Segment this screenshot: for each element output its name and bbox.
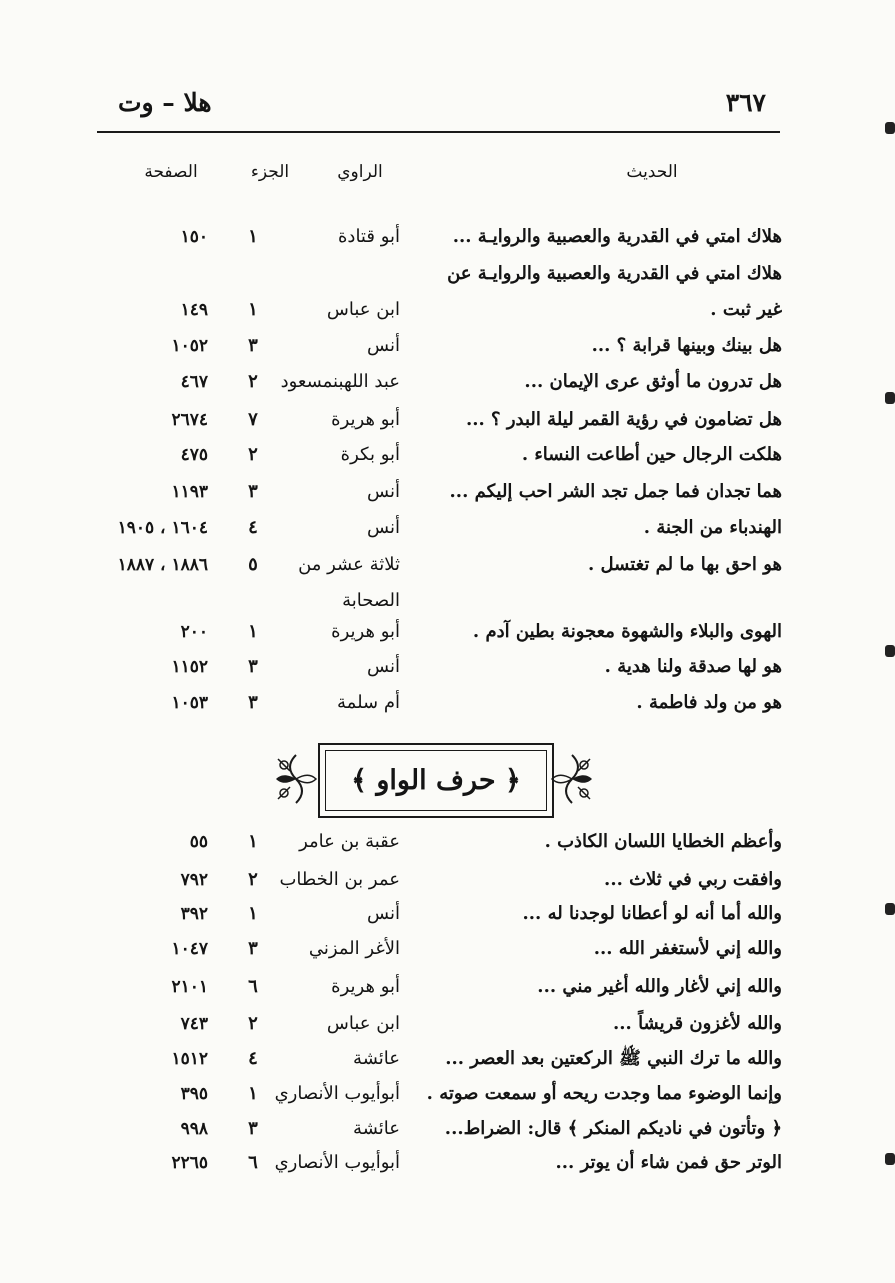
narrator-name: أبو هريرة — [331, 976, 400, 997]
narrator-name: الأغر المزني — [308, 938, 400, 959]
volume-number: ٣ — [248, 335, 258, 356]
hadith-text: غير ثبت . — [710, 299, 782, 320]
page-reference: ٧٩٢ — [180, 870, 208, 890]
header-rule — [97, 131, 780, 133]
page-reference: ١١٩٣ — [171, 482, 208, 502]
table-row — [0, 688, 895, 718]
column-header-page: الصفحة — [144, 162, 198, 182]
page-reference: ٣٩٢ — [180, 904, 208, 924]
page-reference: ١٦٠٤ ، ١٩٠٥ — [117, 518, 208, 538]
narrator-name: ثلاثة عشر من — [298, 554, 400, 575]
page-reference: ٢٢٦٥ — [171, 1153, 208, 1173]
hadith-text: الهندباء من الجنة . — [643, 517, 782, 538]
table-row — [0, 652, 895, 682]
page-reference: ١٨٨٦ ، ١٨٨٧ — [117, 555, 208, 575]
table-row — [0, 405, 895, 435]
table-row — [0, 550, 895, 580]
edge-mark — [885, 645, 895, 657]
volume-number: ١ — [248, 903, 258, 924]
narrator-name: أنس — [367, 335, 400, 356]
table-row — [0, 1114, 895, 1144]
narrator-name: أبوأيوب الأنصاري — [274, 1083, 400, 1104]
volume-number: ٦ — [248, 976, 258, 997]
volume-number: ٦ — [248, 1152, 258, 1173]
table-row — [0, 331, 895, 361]
right-ornament-icon — [550, 753, 594, 805]
hadith-text: والله أما أنه لو أعطانا لوجدنا له ... — [522, 903, 782, 924]
page-reference: ٩٩٨ — [180, 1119, 208, 1139]
table-row — [0, 1148, 895, 1178]
narrator-name: عائشة — [353, 1048, 400, 1069]
hadith-text: وإنما الوضوء مما وجدت ريحه أو سمعت صوته . — [426, 1083, 782, 1104]
volume-number: ٣ — [248, 481, 258, 502]
narrator-name: الصحابة — [342, 590, 400, 611]
volume-number: ١ — [248, 1083, 258, 1104]
volume-number: ٣ — [248, 1118, 258, 1139]
left-ornament-icon — [274, 753, 318, 805]
volume-number: ٥ — [248, 554, 258, 575]
table-row — [0, 899, 895, 929]
section-heading: ﴿ حرف الواو ﴾ — [351, 765, 521, 796]
narrator-name: أنس — [367, 481, 400, 502]
hadith-text: هل تدرون ما أوثق عرى الإيمان ... — [524, 371, 782, 392]
narrator-name: عبد اللهبنمسعود — [280, 371, 400, 392]
volume-number: ١ — [248, 621, 258, 642]
narrator-name: ابن عباس — [326, 299, 400, 320]
volume-number: ٢ — [248, 371, 258, 392]
page-reference: ٢١٠١ — [171, 977, 208, 997]
hadith-text: الهوى والبلاء والشهوة معجونة بطين آدم . — [472, 621, 782, 642]
page-reference: ١٤٩ — [180, 300, 208, 320]
hadith-text: هما تجدان فما جمل تجد الشر احب إليكم ... — [449, 481, 782, 502]
page-reference: ٢٠٠ — [180, 622, 208, 642]
volume-number: ٤ — [248, 517, 258, 538]
narrator-name: أنس — [367, 903, 400, 924]
page-reference: ١٠٥٢ — [171, 336, 208, 356]
edge-mark — [885, 392, 895, 404]
table-row — [0, 222, 895, 252]
hadith-text: هو من ولد فاطمة . — [636, 692, 782, 713]
narrator-name: أبو قتادة — [338, 226, 400, 247]
page-reference: ٢٦٧٤ — [171, 410, 208, 430]
hadith-text: والله إني لأغار والله أغير مني ... — [537, 976, 782, 997]
hadith-text: هلكت الرجال حين أطاعت النساء . — [521, 444, 782, 465]
table-row — [0, 1009, 895, 1039]
column-header-volume: الجزء — [250, 162, 290, 182]
page-reference: ٤٦٧ — [180, 372, 208, 392]
table-row — [0, 295, 895, 325]
volume-number: ١ — [248, 226, 258, 247]
page-number: ٣٦٧ — [725, 88, 766, 117]
volume-number: ٤ — [248, 1048, 258, 1069]
hadith-text: هلاك امتي في القدرية والعصبية والروايـة ... — [452, 226, 782, 247]
narrator-name: أبوأيوب الأنصاري — [274, 1152, 400, 1173]
narrator-name: أبو بكرة — [340, 444, 400, 465]
hadith-text: هل تضامون في رؤية القمر ليلة البدر ؟ ... — [465, 409, 782, 430]
table-row — [0, 934, 895, 964]
narrator-name: أبو هريرة — [331, 409, 400, 430]
table-row — [0, 827, 895, 857]
page-reference: ١١٥٢ — [171, 657, 208, 677]
edge-mark — [885, 122, 895, 134]
volume-number: ١ — [248, 831, 258, 852]
table-row — [0, 586, 895, 616]
hadith-text: والله لأغزون قريشاً ... — [613, 1013, 782, 1034]
table-row — [0, 1044, 895, 1074]
page-reference: ٤٧٥ — [180, 445, 208, 465]
volume-number: ٢ — [248, 1013, 258, 1034]
table-row — [0, 1079, 895, 1109]
hadith-text: هو احق بها ما لم تغتسل . — [588, 554, 782, 575]
narrator-name: أبو هريرة — [331, 621, 400, 642]
section-banner — [274, 743, 594, 816]
hadith-text: هلاك امتي في القدرية والعصبية والروايـة عن — [447, 263, 782, 284]
table-row — [0, 865, 895, 895]
hadith-text: هو لها صدقة ولنا هدية . — [604, 656, 782, 677]
table-row — [0, 477, 895, 507]
edge-mark — [885, 903, 895, 915]
hadith-text: وافقت ربي في ثلاث ... — [604, 869, 782, 890]
column-header-hadith: الحديث — [626, 162, 678, 182]
volume-number: ٣ — [248, 692, 258, 713]
hadith-text: الوتر حق فمن شاء أن يوتر ... — [555, 1152, 782, 1173]
hadith-text: وأعظم الخطايا اللسان الكاذب . — [544, 831, 782, 852]
section-heading-frame — [318, 743, 554, 818]
narrator-name: أم سلمة — [337, 692, 400, 713]
page-reference: ٣٩٥ — [180, 1084, 208, 1104]
page-reference: ١٠٥٣ — [171, 693, 208, 713]
hadith-text: ﴿ وتأتون في ناديكم المنكر ﴾ قال: الضراط... — [444, 1118, 782, 1139]
column-header-narrator: الراوي — [337, 162, 383, 182]
narrator-name: عائشة — [353, 1118, 400, 1139]
table-row — [0, 259, 895, 289]
page-reference: ٧٤٣ — [180, 1014, 208, 1034]
hadith-text: والله ما ترك النبي ﷺ الركعتين بعد العصر ... — [445, 1048, 782, 1069]
narrator-name: أنس — [367, 517, 400, 538]
volume-number: ٢ — [248, 869, 258, 890]
narrator-name: عمر بن الخطاب — [279, 869, 400, 890]
hadith-text: هل بينك وبينها قرابة ؟ ... — [591, 335, 782, 356]
narrator-name: ابن عباس — [326, 1013, 400, 1034]
volume-number: ٢ — [248, 444, 258, 465]
narrator-name: عقبة بن عامر — [299, 831, 400, 852]
volume-number: ٣ — [248, 938, 258, 959]
hadith-text: والله إني لأستغفر الله ... — [593, 938, 782, 959]
volume-number: ٧ — [248, 409, 258, 430]
table-row — [0, 513, 895, 543]
edge-mark — [885, 1153, 895, 1165]
table-row — [0, 367, 895, 397]
table-row — [0, 617, 895, 647]
volume-number: ٣ — [248, 656, 258, 677]
page-reference: ١٠٤٧ — [171, 939, 208, 959]
table-row — [0, 972, 895, 1002]
table-row — [0, 440, 895, 470]
page-reference: ١٥٠ — [180, 227, 208, 247]
running-header: هلا – وت — [118, 88, 212, 117]
narrator-name: أنس — [367, 656, 400, 677]
page-reference: ٥٥ — [189, 832, 208, 852]
volume-number: ١ — [248, 299, 258, 320]
page-reference: ١٥١٢ — [171, 1049, 208, 1069]
